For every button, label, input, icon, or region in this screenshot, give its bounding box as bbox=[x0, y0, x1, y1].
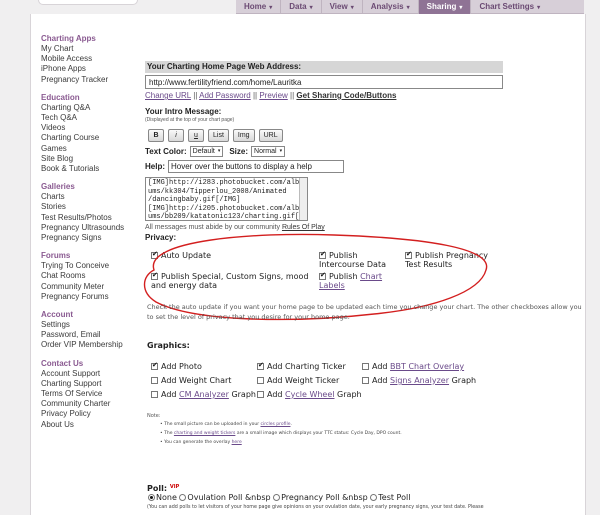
sidebar-item-pregnancy-ultrasounds[interactable]: Pregnancy Ultrasounds bbox=[41, 222, 125, 232]
graph-suffix: Graph bbox=[451, 376, 477, 385]
add-cm-analyzer-checkbox[interactable] bbox=[151, 391, 158, 398]
nav-chart-settings[interactable] bbox=[471, 0, 548, 14]
message-line: [IMG]http://i283.photobucket.com/alb bbox=[148, 179, 300, 187]
separator: || bbox=[252, 91, 258, 100]
sidebar-item-games[interactable]: Games bbox=[41, 143, 67, 153]
note-item: • The small picture can be uploaded in your circles profile. bbox=[160, 422, 292, 427]
intro-message-textarea[interactable] bbox=[145, 177, 308, 221]
poll-option-test[interactable] bbox=[370, 493, 410, 502]
publish-special-option[interactable] bbox=[151, 272, 311, 290]
message-line: ums/kk304/Tipperlou_2008/Animated bbox=[148, 187, 287, 196]
text-color-label: Text Color: bbox=[145, 147, 187, 156]
sidebar-item-stories[interactable]: Stories bbox=[41, 202, 66, 212]
italic-button[interactable]: i bbox=[168, 129, 184, 142]
note-text: You can generate the overlay bbox=[164, 440, 231, 445]
sidebar-item-community-charter[interactable]: Community Charter bbox=[41, 399, 111, 409]
chevron-down-icon: ▾ bbox=[269, 5, 273, 11]
format-toolbar bbox=[148, 129, 580, 142]
text-color-value: Default bbox=[192, 148, 215, 155]
sidebar-section-contact bbox=[41, 359, 141, 430]
nav-home-label: Home bbox=[244, 2, 267, 11]
note-text: The small picture can be uploaded in your bbox=[164, 422, 260, 427]
sidebar-item-charts[interactable]: Charts bbox=[41, 192, 65, 202]
sidebar-heading: Charting Apps bbox=[41, 34, 96, 43]
tickers-link[interactable]: charting and weight tickers bbox=[173, 431, 236, 436]
graph-suffix: Graph bbox=[337, 390, 362, 399]
publish-chart-labels-prefix: Publish bbox=[329, 272, 358, 281]
sidebar-item-trying-to-conceive[interactable]: Trying To Conceive bbox=[41, 261, 110, 271]
publish-special-label: Publish Special, Custom Signs, mood and energy data bbox=[151, 272, 309, 290]
poll-option-label: None bbox=[156, 493, 177, 502]
add-photo-option[interactable] bbox=[151, 362, 202, 371]
add-charting-ticker-option[interactable] bbox=[257, 362, 346, 371]
add-prefix: Add bbox=[161, 390, 177, 399]
publish-intercourse-label: Publish Intercourse Data bbox=[319, 251, 386, 269]
auto-update-option[interactable] bbox=[151, 251, 211, 260]
poll-test-radio[interactable] bbox=[370, 494, 377, 501]
sidebar-item-my-chart[interactable]: My Chart bbox=[41, 44, 74, 53]
nav-data-label: Data bbox=[289, 2, 307, 11]
url-button[interactable]: URL bbox=[259, 129, 283, 142]
add-bbt-overlay-option[interactable] bbox=[362, 362, 464, 371]
nav-sharing[interactable] bbox=[419, 0, 472, 14]
graphics-title: Graphics: bbox=[147, 341, 190, 350]
add-charting-ticker-label: Add Charting Ticker bbox=[267, 362, 346, 371]
add-weight-chart-checkbox[interactable] bbox=[151, 377, 158, 384]
image-button[interactable]: Img bbox=[233, 129, 255, 142]
add-cycle-wheel-option[interactable] bbox=[257, 390, 362, 399]
add-signs-analyzer-option[interactable] bbox=[362, 376, 476, 385]
intro-message-title: Your Intro Message: bbox=[145, 107, 222, 116]
sidebar-item-privacy-policy[interactable]: Privacy Policy bbox=[41, 409, 91, 419]
sidebar-section-forums bbox=[41, 251, 141, 302]
sidebar-section-account bbox=[41, 310, 141, 351]
publish-intercourse-option[interactable] bbox=[319, 251, 399, 269]
chevron-down-icon: ▾ bbox=[537, 5, 541, 11]
poll-pregnancy-radio[interactable] bbox=[273, 494, 280, 501]
separator: || bbox=[290, 91, 295, 100]
text-color-select[interactable] bbox=[190, 146, 224, 157]
nav-data[interactable] bbox=[281, 0, 321, 14]
auto-update-label: Auto Update bbox=[161, 251, 212, 260]
add-prefix: Add bbox=[372, 376, 388, 385]
publish-chart-labels-checkbox[interactable] bbox=[319, 273, 326, 280]
sidebar-item-pregnancy-forums[interactable]: Pregnancy Forums bbox=[41, 291, 109, 301]
add-prefix: Add bbox=[267, 390, 283, 399]
privacy-title: Privacy: bbox=[145, 233, 177, 242]
note-list bbox=[160, 420, 580, 447]
change-url-link[interactable]: Change URL bbox=[145, 91, 191, 100]
add-bbt-overlay-checkbox[interactable] bbox=[362, 363, 369, 370]
sidebar-item-order-vip[interactable]: Order VIP Membership bbox=[41, 340, 123, 350]
add-password-link[interactable]: Add Password bbox=[199, 91, 251, 100]
sidebar-item-tech-qa[interactable]: Tech Q&A bbox=[41, 113, 78, 123]
signs-analyzer-link[interactable]: Signs Analyzer bbox=[390, 376, 450, 385]
message-line: [IMG]http://i205.photobucket.com/alb bbox=[148, 204, 300, 213]
underline-button[interactable]: u bbox=[188, 129, 204, 142]
circles-profile-link[interactable]: circles profile bbox=[260, 422, 291, 427]
publish-pregnancy-label: Publish Pregnancy Test Results bbox=[405, 251, 489, 269]
add-signs-analyzer-checkbox[interactable] bbox=[362, 377, 369, 384]
privacy-description: Check the auto update if you want your home page to be updated each time you change your chart. The other checkboxes allow you to set the level of privacy that you desire for your home page. bbox=[147, 303, 582, 321]
sidebar-item-pregnancy-tracker[interactable]: Pregnancy Tracker bbox=[41, 74, 109, 84]
sidebar-item-community-meter[interactable]: Community Meter bbox=[41, 281, 105, 291]
note-text: The bbox=[164, 431, 173, 436]
sidebar-item-charting-qa[interactable]: Charting Q&A bbox=[41, 102, 91, 112]
add-weight-ticker-label: Add Weight Ticker bbox=[267, 376, 340, 385]
preview-link[interactable]: Preview bbox=[259, 91, 288, 100]
nav-sharing-label: Sharing bbox=[426, 2, 457, 11]
poll-option-none[interactable] bbox=[148, 493, 177, 502]
sharing-code-link[interactable]: Get Sharing Code/Buttons bbox=[296, 91, 397, 100]
poll-options bbox=[148, 493, 410, 502]
poll-label: Poll: bbox=[147, 484, 168, 493]
sidebar-item-pregnancy-signs[interactable]: Pregnancy Signs bbox=[41, 233, 102, 243]
textarea-scrollbar[interactable] bbox=[299, 178, 307, 220]
size-value: Normal bbox=[254, 148, 277, 155]
graph-suffix: Graph bbox=[231, 390, 256, 399]
sidebar-item-book-tutorials[interactable]: Book & Tutorials bbox=[41, 164, 100, 174]
sidebar-heading: Contact Us bbox=[41, 358, 84, 368]
rules-of-play-link[interactable]: Rules Of Play bbox=[281, 224, 325, 231]
overlay-here-link[interactable]: here bbox=[231, 440, 242, 445]
sidebar-item-charting-support[interactable]: Charting Support bbox=[41, 378, 102, 388]
add-weight-ticker-option[interactable] bbox=[257, 376, 339, 385]
bbt-overlay-link[interactable]: BBT Chart Overlay bbox=[390, 362, 465, 371]
poll-note: (You can add polls to let visitors of your home page give opinions on your ovulation date, your early pregnancy signs, your test date. Please bbox=[147, 505, 484, 510]
chevron-down-icon: ▾ bbox=[406, 5, 410, 11]
chevron-down-icon: ▾ bbox=[350, 5, 354, 11]
address-links bbox=[145, 91, 580, 100]
sidebar-section-galleries bbox=[41, 182, 141, 243]
nav-view[interactable] bbox=[322, 0, 363, 14]
note-title: Note: bbox=[147, 413, 161, 419]
chevron-down-icon: ▾ bbox=[217, 148, 221, 154]
message-line: /dancingbaby.gif[/IMG] bbox=[148, 196, 241, 204]
cm-analyzer-link[interactable]: CM Analyzer bbox=[179, 390, 229, 399]
auto-update-checkbox[interactable] bbox=[151, 252, 158, 259]
sidebar-heading: Galleries bbox=[41, 182, 75, 192]
publish-intercourse-checkbox[interactable] bbox=[319, 252, 326, 259]
help-label: Help: bbox=[145, 162, 165, 171]
help-row bbox=[145, 160, 580, 173]
rules-notice bbox=[145, 224, 580, 231]
size-label: Size: bbox=[229, 147, 249, 156]
add-charting-ticker-checkbox[interactable] bbox=[257, 363, 264, 370]
nav-view-label: View bbox=[329, 2, 348, 11]
publish-chart-labels-option[interactable] bbox=[319, 272, 389, 290]
home-page-url-field[interactable] bbox=[145, 75, 503, 89]
sidebar-item-terms[interactable]: Terms Of Service bbox=[41, 389, 103, 399]
poll-option-label: Test Poll bbox=[378, 493, 411, 502]
cycle-wheel-link[interactable]: Cycle Wheel bbox=[285, 390, 335, 399]
add-photo-checkbox[interactable] bbox=[151, 363, 158, 370]
vip-badge: VIP bbox=[169, 484, 180, 490]
poll-ovulation-radio[interactable] bbox=[179, 494, 186, 501]
help-text-box: Hover over the buttons to display a help bbox=[168, 160, 344, 173]
sidebar bbox=[41, 34, 141, 438]
nav-analysis-label: Analysis bbox=[370, 2, 404, 11]
nav-home[interactable] bbox=[236, 0, 281, 14]
sidebar-item-mobile-access[interactable]: Mobile Access bbox=[41, 54, 93, 64]
message-line: ums/bb209/katatonic123/charting.gif[ bbox=[148, 213, 300, 221]
nav-analysis[interactable] bbox=[363, 0, 419, 14]
rules-notice-text: All messages must abide by our community bbox=[145, 224, 280, 231]
sidebar-item-charting-course[interactable]: Charting Course bbox=[41, 133, 100, 143]
text-style-row bbox=[145, 146, 580, 157]
nav-chart-settings-label: Chart Settings bbox=[479, 2, 535, 11]
add-cycle-wheel-checkbox[interactable] bbox=[257, 391, 264, 398]
sidebar-item-test-results[interactable]: Test Results/Photos bbox=[41, 212, 112, 222]
publish-pregnancy-checkbox[interactable] bbox=[405, 252, 412, 259]
intro-message-note: (Displayed at the top of your chart page) bbox=[145, 117, 235, 123]
note-item: • The charting and weight tickers are a small image which displays your TTC status: Cycle Day, DPO count. bbox=[160, 431, 402, 436]
poll-option-label: Pregnancy Poll &nbsp bbox=[281, 493, 368, 502]
add-cm-analyzer-option[interactable] bbox=[151, 390, 256, 399]
publish-pregnancy-option[interactable] bbox=[405, 251, 495, 269]
sidebar-section-charting-apps bbox=[41, 34, 141, 85]
sidebar-heading: Account bbox=[41, 310, 73, 320]
sharing-form bbox=[145, 61, 580, 242]
poll-none-radio[interactable] bbox=[148, 494, 155, 501]
poll-option-pregnancy[interactable] bbox=[273, 493, 368, 502]
add-weight-chart-option[interactable] bbox=[151, 376, 231, 385]
sidebar-item-account-support[interactable]: Account Support bbox=[41, 368, 101, 378]
logo[interactable] bbox=[38, 0, 138, 5]
publish-special-checkbox[interactable] bbox=[151, 273, 158, 280]
address-label: Your Charting Home Page Web Address: bbox=[145, 61, 503, 73]
note-text: . bbox=[290, 422, 292, 427]
sidebar-section-education bbox=[41, 93, 141, 174]
sidebar-heading: Education bbox=[41, 92, 80, 102]
size-select[interactable] bbox=[251, 146, 285, 157]
add-weight-chart-label: Add Weight Chart bbox=[161, 376, 232, 385]
add-prefix: Add bbox=[372, 362, 388, 371]
bold-button[interactable]: B bbox=[148, 129, 164, 142]
sidebar-item-site-blog[interactable]: Site Blog bbox=[41, 153, 74, 163]
sidebar-heading: Forums bbox=[41, 251, 71, 261]
poll-title bbox=[147, 483, 179, 493]
add-weight-ticker-checkbox[interactable] bbox=[257, 377, 264, 384]
top-bar bbox=[0, 0, 600, 14]
sidebar-item-password-email[interactable]: Password, Email bbox=[41, 330, 101, 340]
sidebar-item-settings[interactable]: Settings bbox=[41, 320, 70, 330]
separator: || bbox=[193, 91, 198, 100]
note-text: are a small image which displays your TTC status: Cycle Day, DPO count. bbox=[236, 431, 402, 436]
sidebar-item-about-us[interactable]: About Us bbox=[41, 419, 74, 429]
sidebar-item-videos[interactable]: Videos bbox=[41, 123, 66, 133]
poll-option-label: Ovulation Poll &nbsp bbox=[187, 493, 271, 502]
note-item: • You can generate the overlay here bbox=[160, 440, 242, 445]
sidebar-item-chat-rooms[interactable]: Chat Rooms bbox=[41, 271, 86, 281]
add-photo-label: Add Photo bbox=[161, 362, 202, 371]
list-button[interactable]: List bbox=[208, 129, 229, 142]
poll-option-ovulation[interactable] bbox=[179, 493, 270, 502]
chevron-down-icon: ▾ bbox=[459, 5, 463, 11]
sidebar-item-iphone-apps[interactable]: iPhone Apps bbox=[41, 64, 86, 74]
chart-labels-link[interactable]: Chart Labels bbox=[319, 272, 383, 290]
main-nav bbox=[236, 0, 584, 14]
chevron-down-icon: ▾ bbox=[279, 148, 283, 154]
chevron-down-icon: ▾ bbox=[309, 5, 313, 11]
